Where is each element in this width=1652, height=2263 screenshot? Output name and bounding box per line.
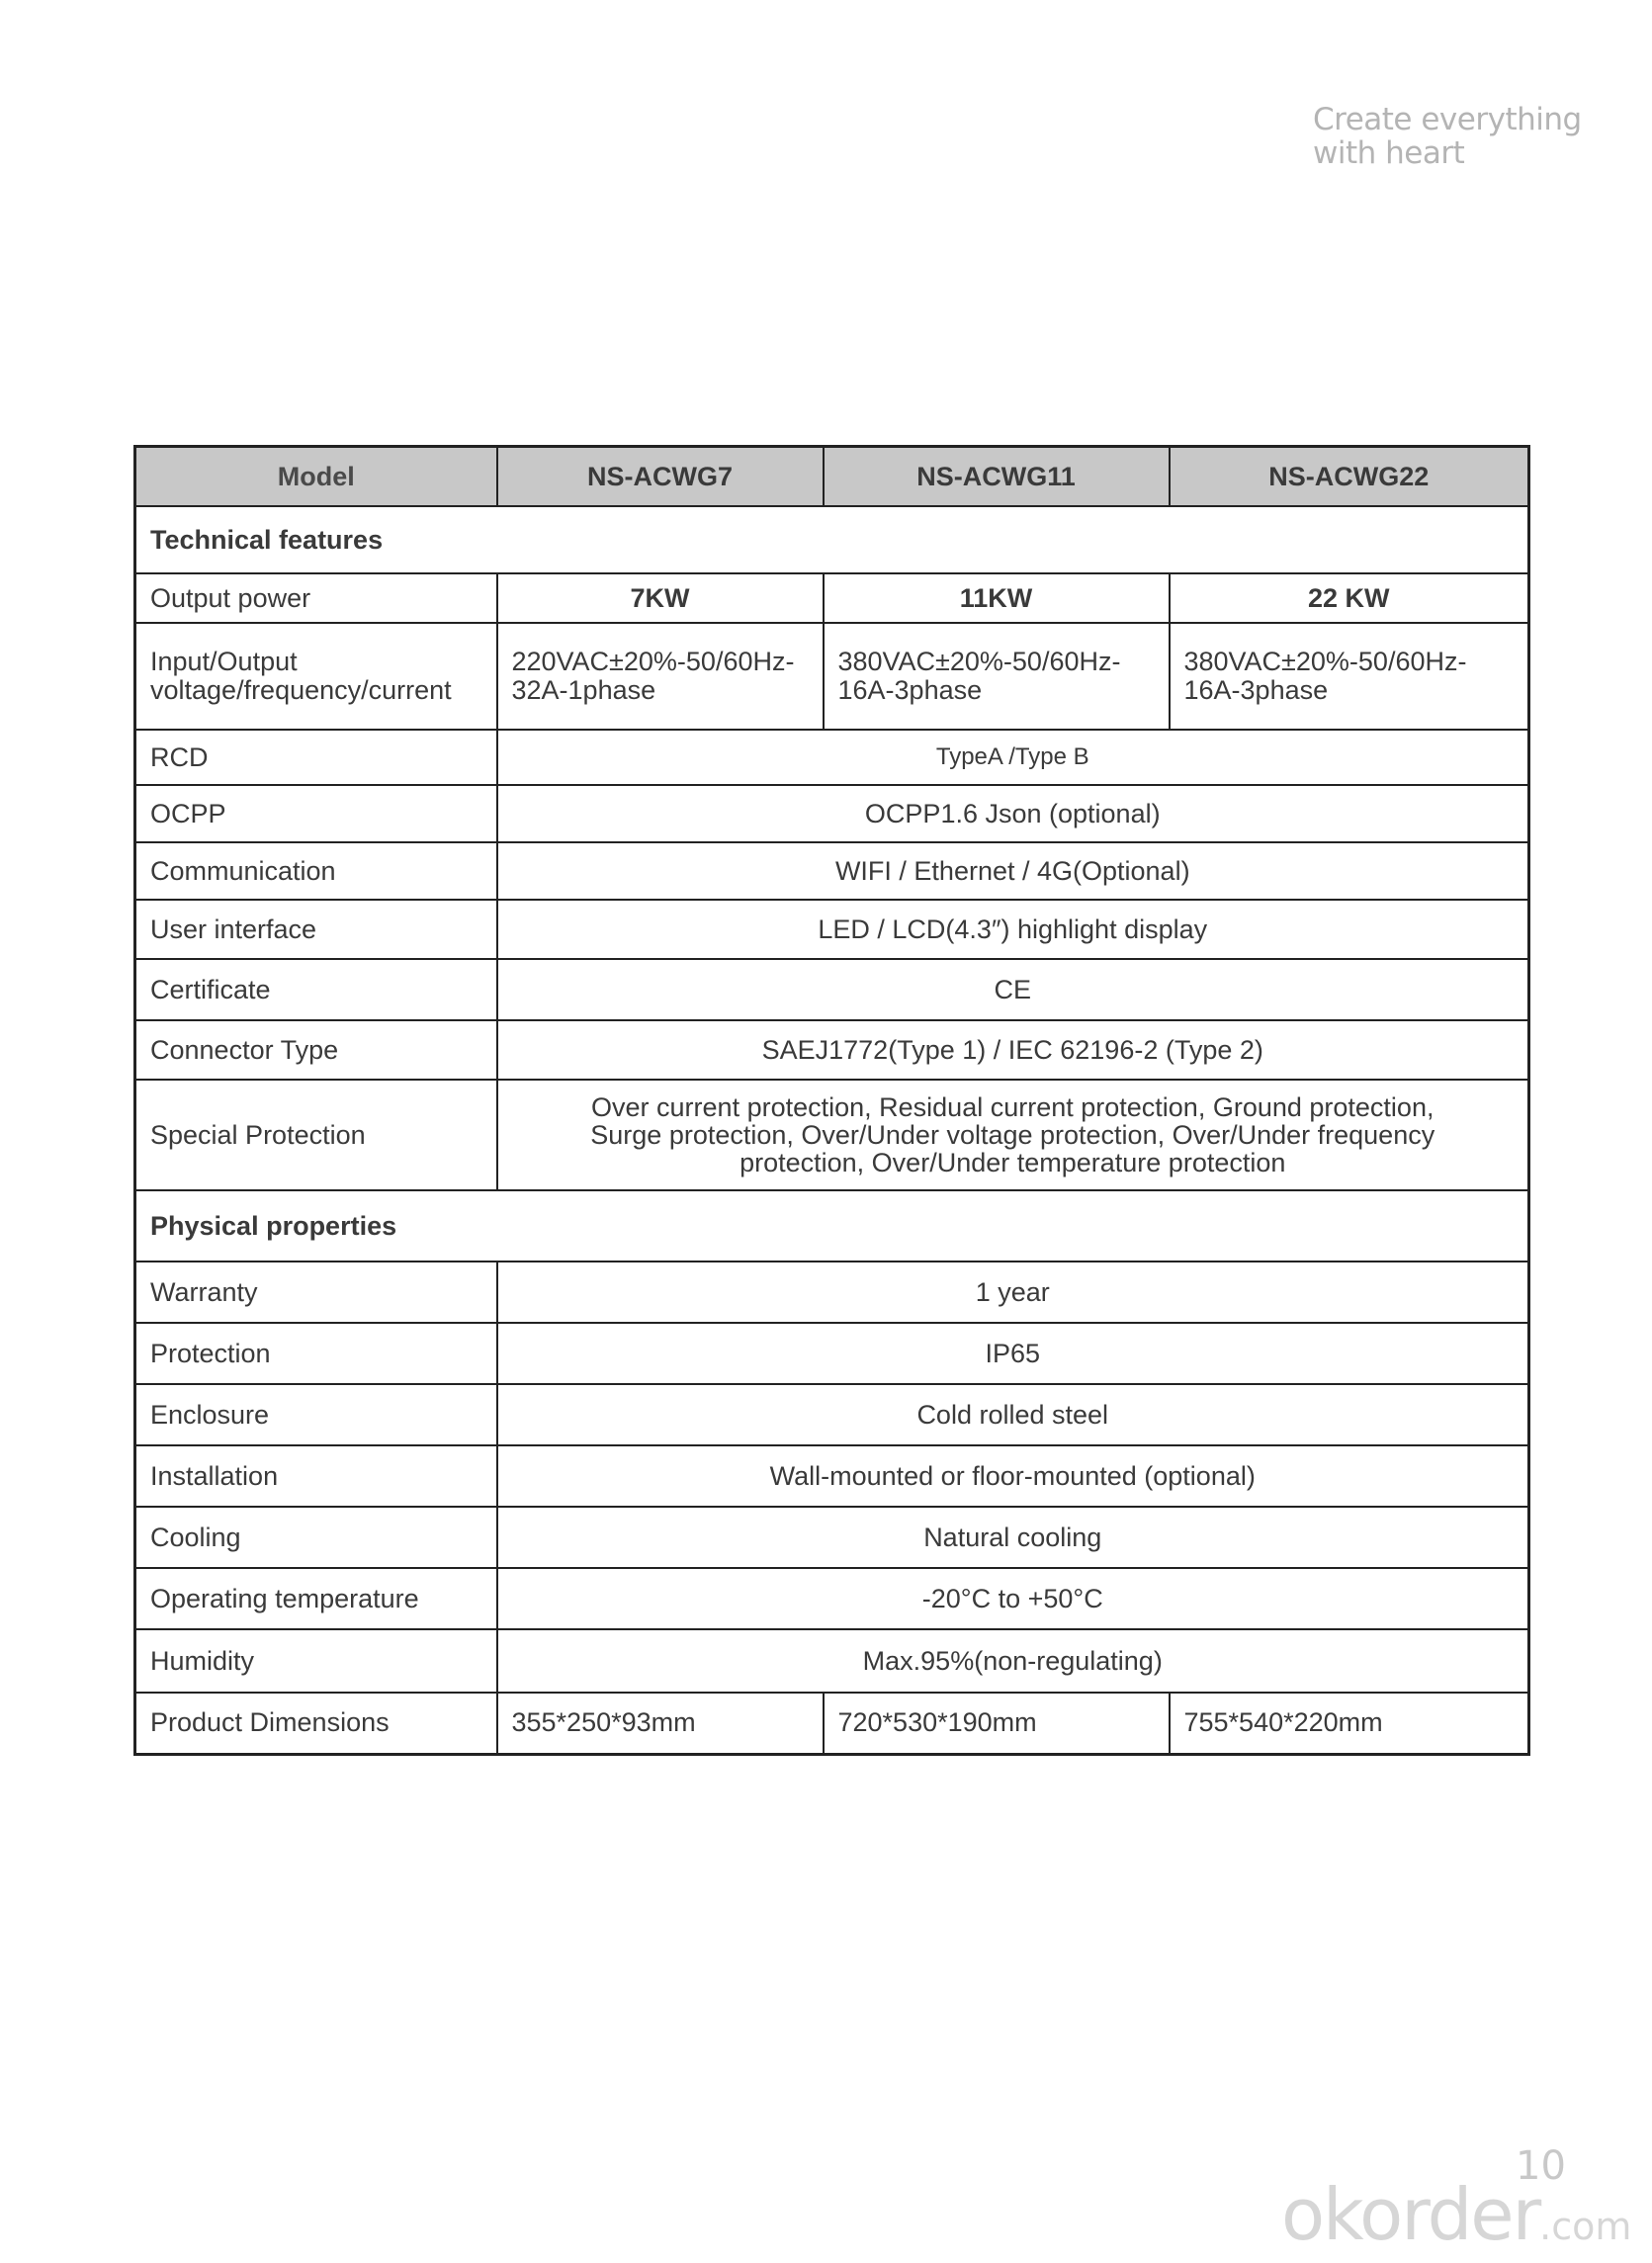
row-label: [135, 623, 497, 730]
section-row: [135, 1190, 1529, 1262]
table-header-row: [135, 447, 1529, 507]
output-power-22: 22 KW: [1170, 573, 1529, 623]
row-label: Protection: [135, 1323, 497, 1384]
cell-line: 16A-3phase: [837, 675, 983, 705]
row-label-line: Input/Output: [150, 647, 298, 676]
warranty-value: 1 year: [497, 1262, 1529, 1323]
header-model-11: NS-ACWG11: [824, 447, 1170, 507]
table-row: [135, 1323, 1529, 1384]
row-label: Certificate: [135, 959, 497, 1020]
installation-value: Wall-mounted or floor-mounted (optional): [497, 1445, 1529, 1507]
output-power-11: 11KW: [824, 573, 1170, 623]
cell-line: Surge protection, Over/Under voltage protection, Over/Under frequency: [590, 1120, 1435, 1150]
table-row: [135, 1445, 1529, 1507]
table-row: [135, 959, 1529, 1020]
table-row: [135, 1629, 1529, 1693]
io-value-7: [497, 623, 824, 730]
humidity-value: Max.95%(non-regulating): [497, 1629, 1529, 1693]
dimensions-11: 720*530*190mm: [824, 1693, 1170, 1754]
table-row: [135, 1384, 1529, 1445]
dimensions-7: 355*250*93mm: [497, 1693, 824, 1754]
header-model: Model: [135, 447, 497, 507]
output-power-7: 7KW: [497, 573, 824, 623]
table-row: [135, 573, 1529, 623]
section-row: [135, 506, 1529, 573]
row-label: Operating temperature: [135, 1568, 497, 1629]
io-value-11: [824, 623, 1170, 730]
table-row: [135, 900, 1529, 959]
enclosure-value: Cold rolled steel: [497, 1384, 1529, 1445]
tagline-line: with heart: [1313, 135, 1465, 171]
table-row: [135, 1080, 1529, 1190]
row-label: RCD: [135, 730, 497, 785]
row-label: OCPP: [135, 785, 497, 842]
table-row: [135, 730, 1529, 785]
row-label: Warranty: [135, 1262, 497, 1323]
user-interface-value: LED / LCD(4.3″) highlight display: [497, 900, 1529, 959]
cell-line: protection, Over/Under temperature protection: [739, 1148, 1286, 1177]
row-label: User interface: [135, 900, 497, 959]
row-label-line: voltage/frequency/current: [150, 675, 452, 705]
row-label: Communication: [135, 842, 497, 900]
table-row: [135, 1262, 1529, 1323]
header-model-7: NS-ACWG7: [497, 447, 824, 507]
table-row: [135, 842, 1529, 900]
cooling-value: Natural cooling: [497, 1507, 1529, 1568]
watermark-suffix: .com: [1539, 2205, 1632, 2248]
cell-line: 16A-3phase: [1183, 675, 1329, 705]
row-label: Output power: [135, 573, 497, 623]
special-protection-value: [497, 1080, 1529, 1190]
row-label: Cooling: [135, 1507, 497, 1568]
page-number: 10: [1516, 2143, 1566, 2189]
operating-temperature-value: -20°C to +50°C: [497, 1568, 1529, 1629]
io-value-22: [1170, 623, 1529, 730]
table-row: [135, 1020, 1529, 1080]
cell-line: 220VAC±20%-50/60Hz-: [511, 647, 795, 676]
row-label: Installation: [135, 1445, 497, 1507]
row-label: Special Protection: [135, 1080, 497, 1190]
watermark-text: okorder: [1281, 2173, 1540, 2256]
cell-line: Over current protection, Residual current protection, Ground protection,: [591, 1092, 1435, 1122]
cell-line: 380VAC±20%-50/60Hz-: [837, 647, 1121, 676]
table-row: [135, 1568, 1529, 1629]
row-label: Humidity: [135, 1629, 497, 1693]
cell-line: 32A-1phase: [511, 675, 656, 705]
tagline-line: Create everything: [1313, 102, 1582, 137]
row-label: Connector Type: [135, 1020, 497, 1080]
table-row: [135, 1507, 1529, 1568]
tagline: [1313, 103, 1609, 170]
rcd-value: TypeA /Type B: [497, 730, 1529, 785]
communication-value: WIFI / Ethernet / 4G(Optional): [497, 842, 1529, 900]
table-row: [135, 1693, 1529, 1754]
connector-value: SAEJ1772(Type 1) / IEC 62196-2 (Type 2): [497, 1020, 1529, 1080]
row-label: Enclosure: [135, 1384, 497, 1445]
protection-value: IP65: [497, 1323, 1529, 1384]
dimensions-22: 755*540*220mm: [1170, 1693, 1529, 1754]
spec-table: [133, 445, 1530, 1756]
header-model-22: NS-ACWG22: [1170, 447, 1529, 507]
certificate-value: CE: [497, 959, 1529, 1020]
section-technical-features: Technical features: [135, 506, 1529, 573]
row-label: Product Dimensions: [135, 1693, 497, 1754]
table-row: [135, 785, 1529, 842]
table-row: [135, 623, 1529, 730]
cell-line: 380VAC±20%-50/60Hz-: [1183, 647, 1467, 676]
ocpp-value: OCPP1.6 Json (optional): [497, 785, 1529, 842]
section-physical-properties: Physical properties: [135, 1190, 1529, 1262]
okorder-watermark: [1281, 2173, 1631, 2256]
